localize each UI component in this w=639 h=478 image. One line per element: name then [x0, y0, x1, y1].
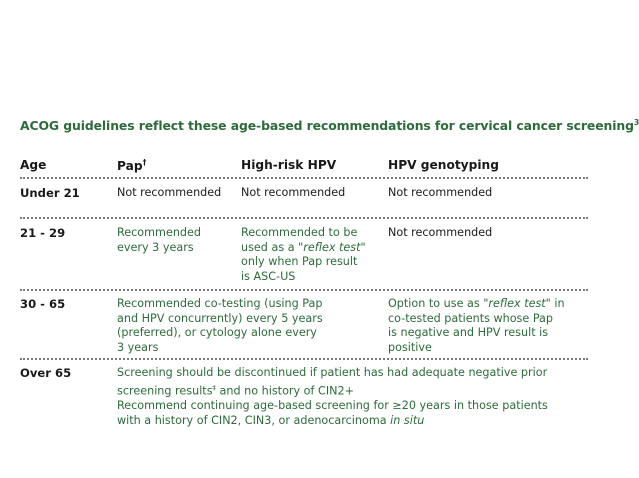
row-under-21-age: Under 21	[20, 186, 80, 200]
header-age: Age	[20, 158, 47, 172]
double-dagger-footnote-marker: ‡	[212, 383, 216, 392]
row-30-65-pap-hpv: Recommended co-testing (using Pap and HPV concurrently) every 5 years (preferred), or cytology alone every 3 years	[117, 297, 323, 354]
page-title: ACOG guidelines reflect these age-based recommendations for cervical cancer screening$^3$	[20, 118, 639, 134]
row-21-29-genotyping: Not recommended	[388, 226, 493, 239]
row-over-65-note-continue: Recommend continuing age-based screening for ≥20 years in those patients with a history of CIN2, CIN3, or adenocarcinoma in situ	[117, 399, 548, 427]
row-21-29-age: 21 - 29	[20, 226, 66, 240]
row-under-21-genotyping: Not recommended	[388, 186, 493, 199]
row-over-65-note-discontinue: Screening should be discontinued if patient has had adequate negative prior screening results‡ and no history of CIN2+	[117, 366, 548, 398]
row-30-65-age: 30 - 65	[20, 297, 66, 311]
pap-footnote-marker: †	[142, 158, 147, 167]
row-divider	[20, 289, 588, 291]
row-21-29-pap: Recommended every 3 years	[117, 226, 202, 254]
row-over-65-age: Over 65	[20, 366, 72, 380]
row-divider	[20, 217, 588, 219]
row-30-65-genotyping: Option to use as "reflex test" in co-tested patients whose Pap is negative and HPV result is positive	[388, 297, 565, 354]
header-divider	[20, 177, 588, 179]
title-footnote-marker: 3	[633, 118, 639, 127]
header-high-risk-hpv: High-risk HPV	[241, 158, 337, 172]
row-under-21-pap: Not recommended	[117, 186, 222, 199]
row-21-29-hpv: Recommended to be used as a "reflex test" only when Pap result is ASC-US	[241, 226, 366, 283]
row-under-21-hpv: Not recommended	[241, 186, 346, 199]
row-divider	[20, 358, 588, 360]
header-pap: Pap†	[117, 158, 147, 174]
header-hpv-genotyping: HPV genotyping	[388, 158, 499, 172]
